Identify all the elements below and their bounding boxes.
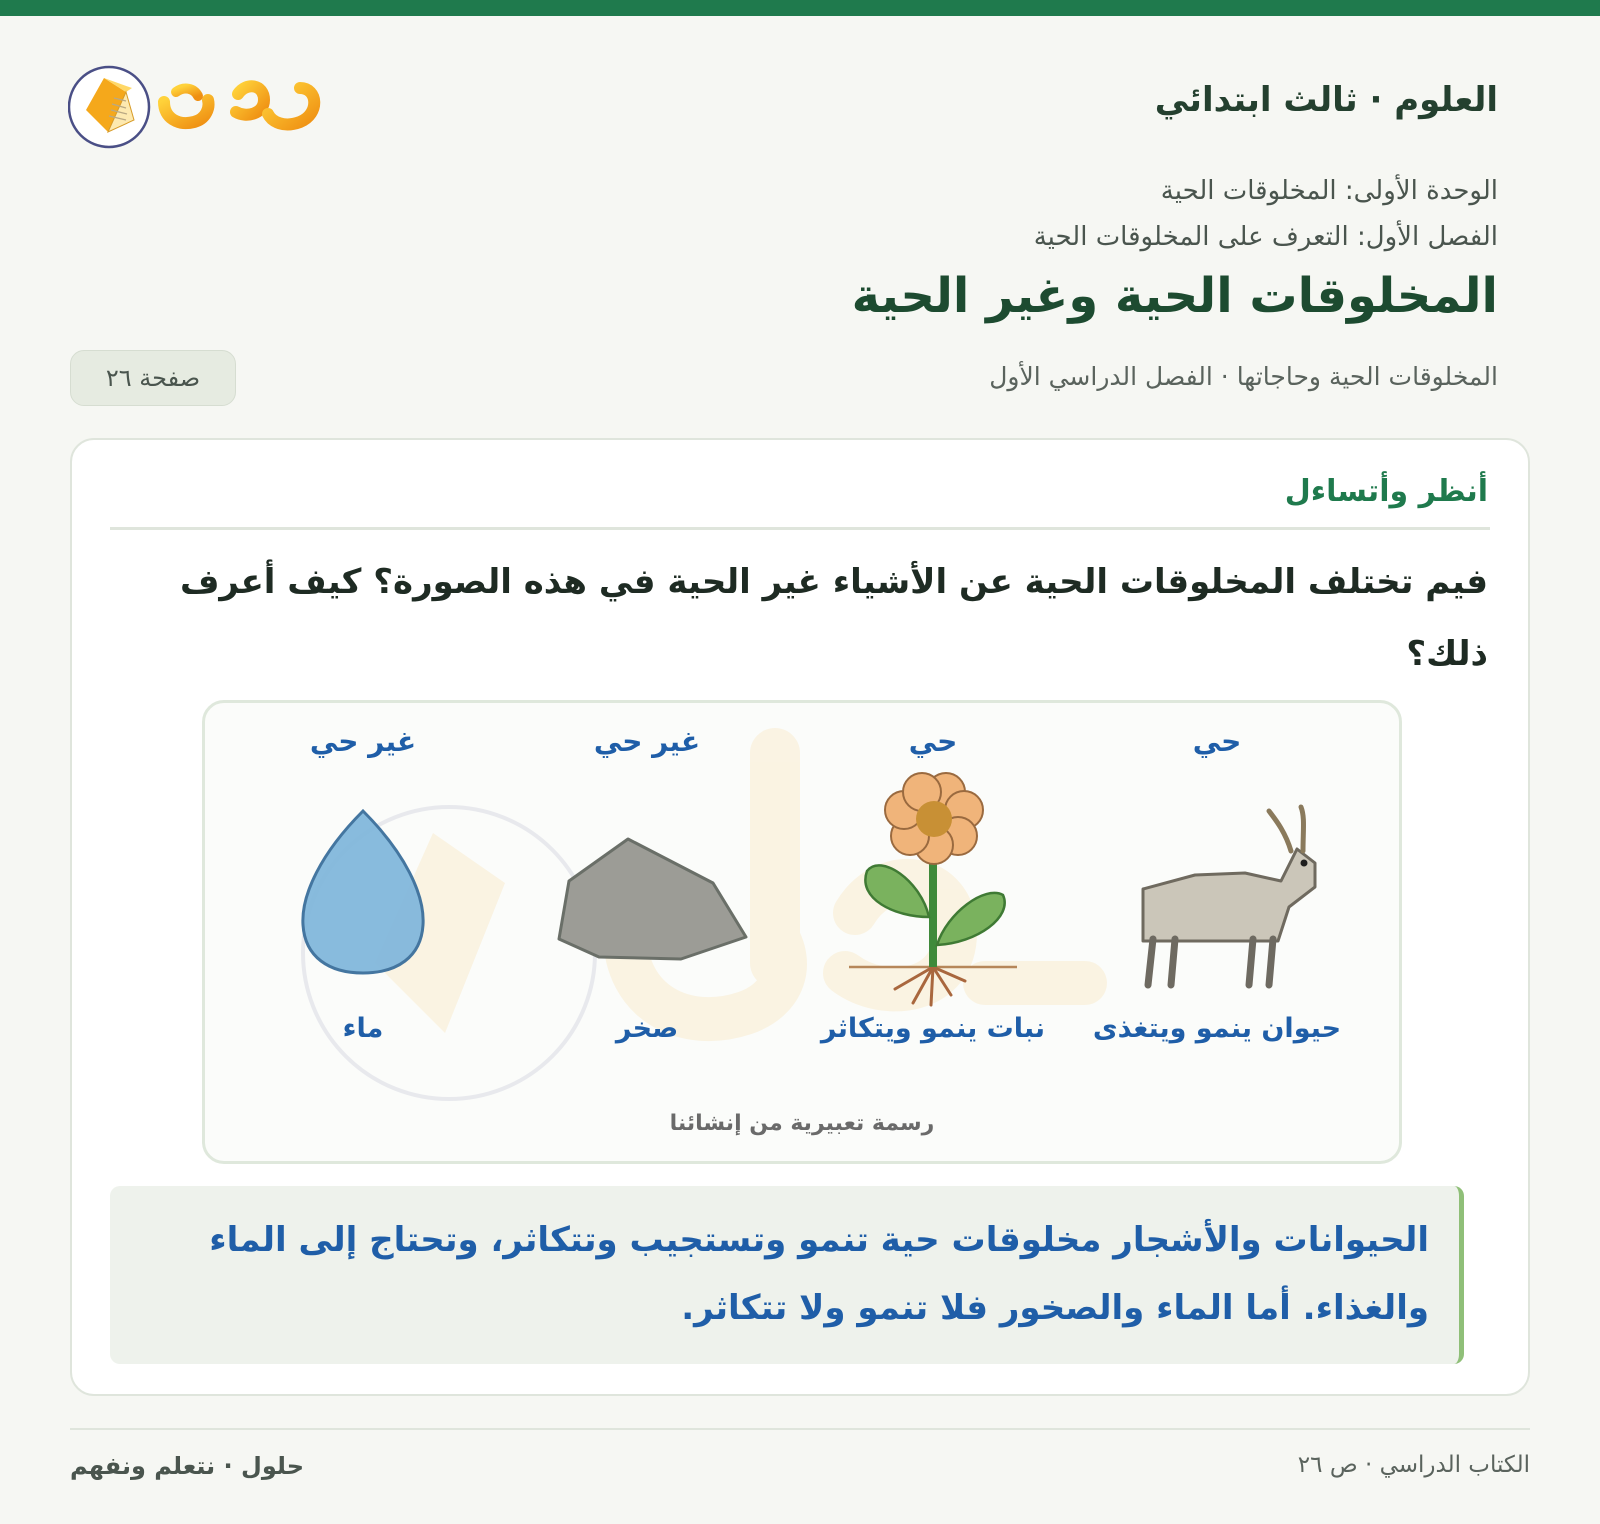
- answer-text: الحيوانات والأشجار مخلوقات حية تنمو وتستجيب وتتكاثر، وتحتاج إلى الماء والغذاء. أما الماء والصخور فلا تنمو ولا تتكاثر.: [209, 1220, 1429, 1328]
- top-accent-bar: [0, 0, 1600, 16]
- figure-caption: رسمة تعبيرية من إنشائنا: [669, 1111, 935, 1136]
- subject-grade: العلوم · ثالث ابتدائي: [1154, 80, 1498, 120]
- section-heading: أنظر وأتساءل: [1284, 474, 1488, 509]
- rock-icon: [559, 839, 746, 959]
- lesson-meta: المخلوقات الحية وحاجاتها · الفصل الدراسي الأول: [989, 362, 1498, 391]
- question-text: فيم تختلف المخلوقات الحية عن الأشياء غير الحية في هذه الصورة؟ كيف أعرف ذلك؟: [179, 562, 1488, 674]
- footer-tagline: حلول · نتعلم ونفهم: [70, 1452, 304, 1480]
- item-name-animal: حيوان ينمو ويتغذى: [1092, 1013, 1342, 1044]
- page-number-badge: صفحة ٢٦: [70, 350, 236, 406]
- brand-logo[interactable]: [68, 48, 328, 152]
- water-drop-icon: [303, 811, 423, 973]
- illustration-figure: [202, 700, 1402, 1164]
- item-name-rock: صخر: [615, 1013, 679, 1044]
- item-name-plant: نبات ينمو ويتكاثر: [820, 1013, 1046, 1044]
- answer-box: [110, 1186, 1464, 1364]
- unit-label: الوحدة الأولى: المخلوقات الحية: [1160, 176, 1498, 206]
- status-label-water: غير حي: [309, 725, 417, 758]
- status-label-rock: غير حي: [593, 725, 701, 758]
- lesson-card: [70, 438, 1530, 1396]
- illustration-art: [205, 703, 1399, 1161]
- goat-icon: [1143, 807, 1315, 985]
- chapter-label: الفصل الأول: التعرف على المخلوقات الحية: [1033, 222, 1498, 252]
- logo-icon: [68, 48, 328, 152]
- page-title: المخلوقات الحية وغير الحية: [851, 268, 1498, 324]
- status-label-plant: حي: [908, 725, 958, 758]
- footer-divider: [70, 1428, 1530, 1430]
- footer-book-page: الكتاب الدراسي · ص ٢٦: [1297, 1452, 1530, 1478]
- section-divider: [110, 527, 1490, 530]
- status-label-animal: حي: [1192, 725, 1242, 758]
- item-name-water: ماء: [342, 1013, 384, 1044]
